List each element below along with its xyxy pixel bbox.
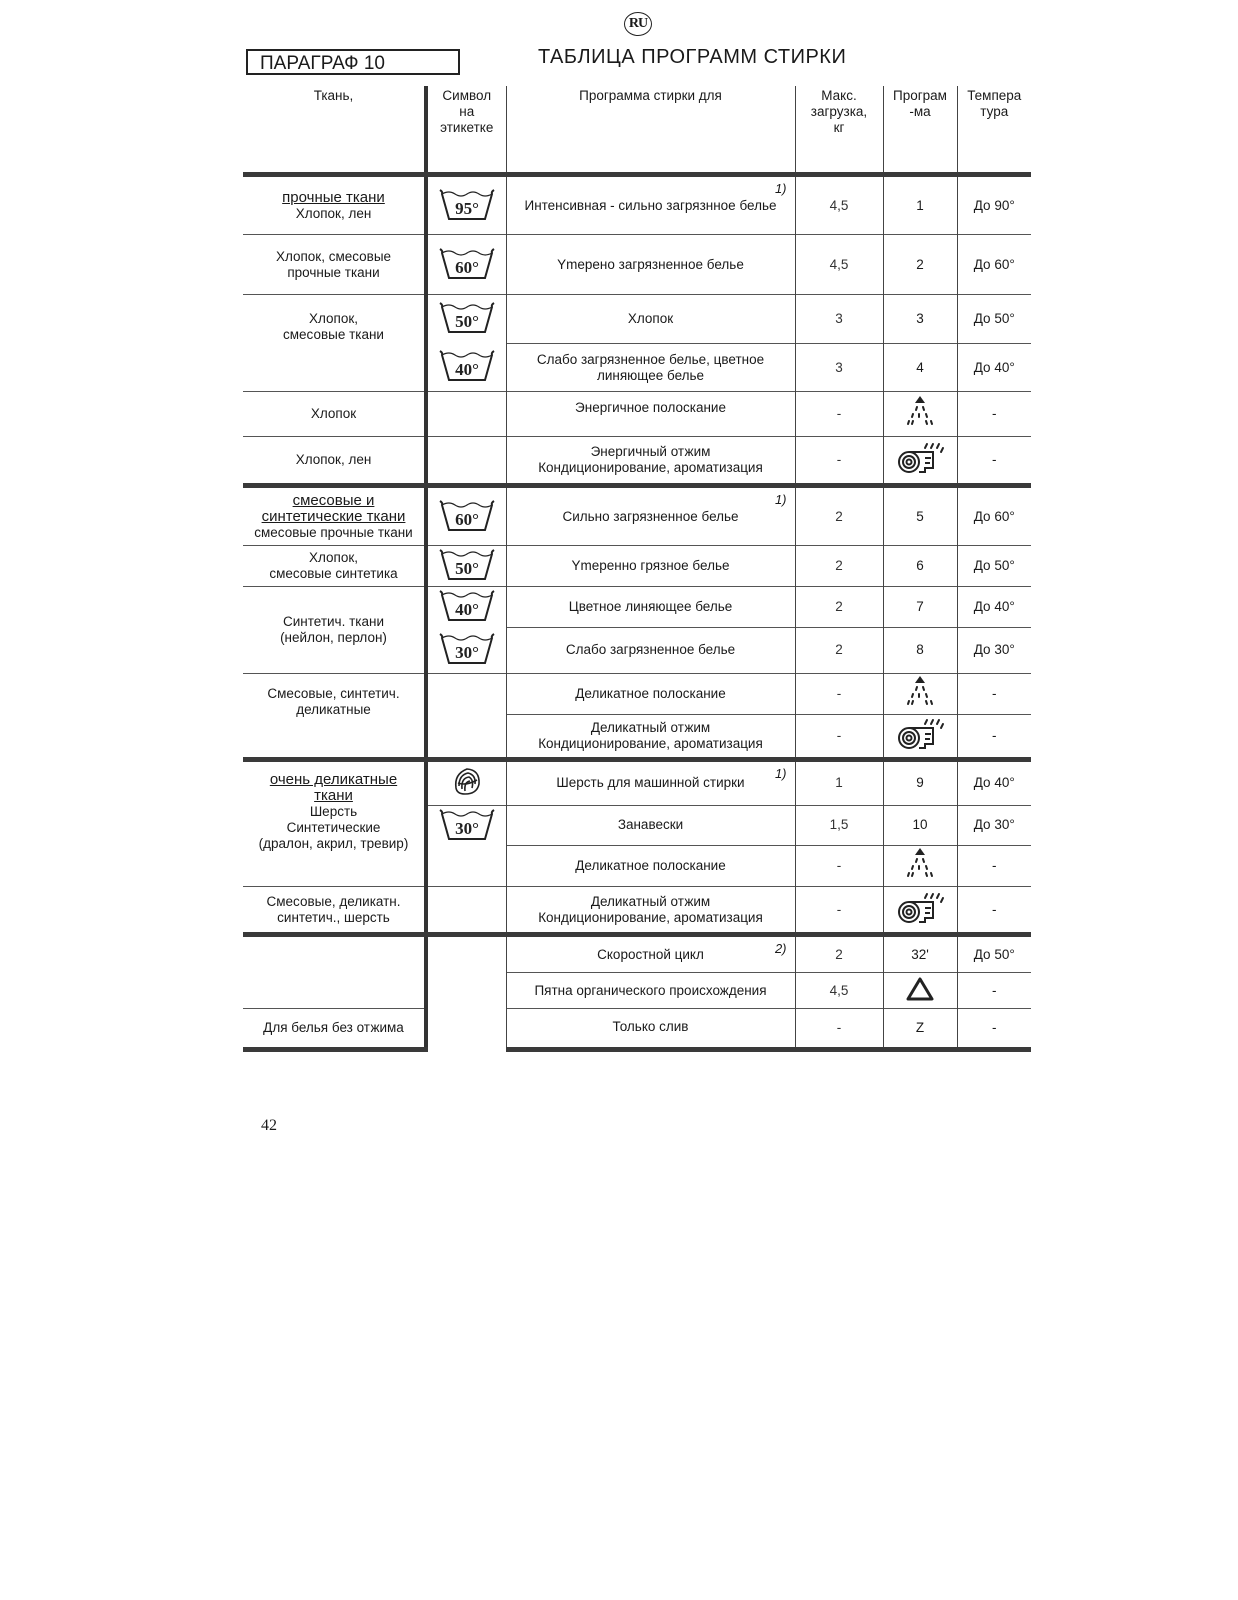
symbol-cell: [426, 546, 506, 587]
program-cell: Только слив: [506, 1009, 795, 1050]
temperature-cell: До 30°: [957, 627, 1031, 673]
symbol-cell: [426, 235, 506, 295]
fabric-cell: Хлопок: [243, 392, 426, 437]
program-number-cell: [883, 714, 957, 759]
program-cell: Энергичный отжим Кондиционирование, ароматизация: [506, 437, 795, 486]
fabric-cell: прочные ткани Хлопок, лен: [243, 175, 426, 235]
program-cell: 1) Сильно загрязненное белье: [506, 486, 795, 546]
rinse-icon: [900, 394, 940, 434]
symbol-cell: [426, 935, 506, 1050]
load-cell: 1: [795, 759, 883, 805]
spin-icon: [895, 890, 945, 930]
load-cell: -: [795, 714, 883, 759]
temperature-cell: До 50°: [957, 295, 1031, 344]
wash-tub-icon: [437, 806, 497, 842]
tub-temperature-label: 30°: [454, 642, 479, 662]
table-row: [243, 546, 1031, 587]
program-cell: Деликатный отжим Кондиционирование, ароматизация: [506, 887, 795, 935]
table-row: [243, 295, 1031, 344]
program-number-cell: 2: [883, 235, 957, 295]
page-title: ТАБЛИЦА ПРОГРАММ СТИРКИ: [538, 46, 847, 68]
temperature-cell: -: [957, 437, 1031, 486]
symbol-cell: [426, 887, 506, 935]
load-cell: 4,5: [795, 235, 883, 295]
temperature-cell: До 30°: [957, 805, 1031, 846]
table-row: [243, 759, 1031, 805]
wash-tub-icon: [437, 186, 497, 222]
fabric-cell: Хлопок, смесовые синтетика: [243, 546, 426, 587]
program-cell: Цветное линяющее белье: [506, 587, 795, 628]
tub-temperature-label: 50°: [454, 312, 479, 332]
tub-temperature-label: 40°: [454, 600, 479, 619]
load-cell: -: [795, 846, 883, 887]
header-temperature: Темпера тура: [967, 88, 1022, 119]
page-number: 42: [261, 1117, 277, 1134]
table-header-row: [243, 86, 1031, 175]
program-number-cell: [883, 846, 957, 887]
load-cell: -: [795, 673, 883, 714]
spin-icon: [895, 440, 945, 480]
temperature-cell: До 40°: [957, 759, 1031, 805]
program-cell: Деликатный отжим Кондиционирование, ароматизация: [506, 714, 795, 759]
program-number-cell: 4: [883, 344, 957, 392]
table-row: [243, 235, 1031, 295]
wool-icon: [450, 764, 484, 802]
temperature-cell: До 50°: [957, 935, 1031, 973]
table-row: [243, 587, 1031, 628]
wash-tub-icon: [437, 299, 497, 335]
temperature-cell: -: [957, 1009, 1031, 1050]
temperature-cell: До 40°: [957, 587, 1031, 628]
temperature-cell: -: [957, 673, 1031, 714]
symbol-cell: [426, 587, 506, 628]
language-badge: RU: [624, 12, 652, 36]
header-max-load: Макс. загрузка, кг: [795, 86, 883, 175]
temperature-cell: -: [957, 714, 1031, 759]
table-row: [243, 175, 1031, 235]
temperature-cell: До 60°: [957, 486, 1031, 546]
program-number-cell: Z: [883, 1009, 957, 1050]
temperature-cell: -: [957, 973, 1031, 1009]
program-cell: Хлопок: [506, 295, 795, 344]
wash-programs-table: [243, 86, 1031, 1052]
spin-icon: [895, 716, 945, 756]
program-cell: Ymерено загрязненное белье: [506, 235, 795, 295]
program-cell: 2) Скоростной цикл: [506, 935, 795, 973]
tub-temperature-label: 50°: [454, 559, 479, 578]
wash-tub-icon: [437, 587, 497, 623]
symbol-cell: [426, 805, 506, 846]
program-number-cell: [883, 673, 957, 714]
program-cell: 1) Шерсть для машинной стирки: [506, 759, 795, 805]
rinse-icon: [900, 674, 940, 714]
fabric-cell: очень деликатные ткани Шерсть Синтетические (дралон, акрил, тревир): [243, 759, 426, 887]
tub-temperature-label: 60°: [454, 509, 479, 529]
load-cell: 3: [795, 344, 883, 392]
program-number-cell: 9: [883, 759, 957, 805]
load-cell: 4,5: [795, 973, 883, 1009]
temperature-cell: -: [957, 887, 1031, 935]
tub-temperature-label: 30°: [454, 818, 479, 838]
program-number-cell: [883, 973, 957, 1009]
program-cell: 1) Интенсивная - сильно загрязнное белье: [506, 175, 795, 235]
temperature-cell: До 90°: [957, 175, 1031, 235]
load-cell: 2: [795, 546, 883, 587]
program-number-cell: [883, 887, 957, 935]
program-number-cell: 6: [883, 546, 957, 587]
fabric-cell: Хлопок, лен: [243, 437, 426, 486]
program-number-cell: [883, 437, 957, 486]
tub-temperature-label: 40°: [454, 360, 479, 380]
header-program-for: Программа стирки для: [506, 86, 795, 175]
load-cell: -: [795, 1009, 883, 1050]
table-row: [243, 935, 1031, 973]
wash-tub-icon: [437, 347, 497, 383]
paragraph-label: ПАРАГРАФ 10: [246, 49, 460, 75]
header-fabric: Ткань,: [243, 86, 426, 175]
tub-temperature-label: 95°: [454, 198, 479, 218]
symbol-cell: [426, 392, 506, 437]
symbol-cell: [426, 175, 506, 235]
fabric-cell: Смесовые, синтетич. деликатные: [243, 673, 426, 759]
symbol-cell: [426, 673, 506, 759]
wash-tub-icon: [437, 546, 497, 582]
symbol-cell: [426, 627, 506, 673]
symbol-cell: [426, 846, 506, 887]
rinse-icon: [900, 846, 940, 886]
table-row: [243, 392, 1031, 437]
load-cell: 2: [795, 627, 883, 673]
header-symbol: Символ на этикетке: [426, 86, 506, 175]
temperature-cell: -: [957, 846, 1031, 887]
program-number-cell: 1: [883, 175, 957, 235]
temperature-cell: До 50°: [957, 546, 1031, 587]
fabric-cell: Хлопок, смесовые прочные ткани: [243, 235, 426, 295]
load-cell: 2: [795, 486, 883, 546]
temperature-cell: До 60°: [957, 235, 1031, 295]
program-cell: Слабо загрязненное белье, цветное линяющее белье: [506, 344, 795, 392]
temperature-cell: -: [957, 392, 1031, 437]
program-cell: Деликатное полоскание: [506, 673, 795, 714]
fabric-cell: Синтетич. ткани (нейлон, перлон): [243, 587, 426, 674]
program-number-cell: 32': [883, 935, 957, 973]
program-number-cell: 8: [883, 627, 957, 673]
symbol-cell: [426, 295, 506, 344]
load-cell: -: [795, 437, 883, 486]
program-cell: Энергичное полоскание: [506, 392, 795, 437]
table-row: [243, 673, 1031, 714]
program-cell: Деликатное полоскание: [506, 846, 795, 887]
program-cell: Ymеренно грязное белье: [506, 546, 795, 587]
fabric-cell: смесовые и синтетические ткани смесовые прочные ткани: [243, 486, 426, 546]
triangle-icon: [905, 976, 935, 1006]
program-cell: Занавески: [506, 805, 795, 846]
load-cell: 2: [795, 587, 883, 628]
load-cell: 4,5: [795, 175, 883, 235]
table-row: [243, 887, 1031, 935]
program-number-cell: 7: [883, 587, 957, 628]
wash-tub-icon: [437, 497, 497, 533]
wash-tub-icon: [437, 630, 497, 666]
wash-tub-icon: [437, 245, 497, 281]
symbol-cell: [426, 759, 506, 805]
table-row: [243, 486, 1031, 546]
symbol-cell: [426, 437, 506, 486]
load-cell: -: [795, 392, 883, 437]
symbol-cell: [426, 344, 506, 392]
load-cell: 2: [795, 935, 883, 973]
load-cell: 3: [795, 295, 883, 344]
fabric-cell: [243, 935, 426, 1009]
program-number-cell: 3: [883, 295, 957, 344]
fabric-cell: Для белья без отжима: [243, 1009, 426, 1050]
program-number-cell: 10: [883, 805, 957, 846]
program-number-cell: 5: [883, 486, 957, 546]
program-cell: Слабо загрязненное белье: [506, 627, 795, 673]
load-cell: -: [795, 887, 883, 935]
fabric-cell: Смесовые, деликатн. синтетич., шерсть: [243, 887, 426, 935]
header-program: Програм -ма: [883, 86, 957, 175]
temperature-cell: До 40°: [957, 344, 1031, 392]
program-cell: Пятна органического происхождения: [506, 973, 795, 1009]
table-row: [243, 1009, 1031, 1050]
load-cell: 1,5: [795, 805, 883, 846]
table-row: [243, 437, 1031, 486]
program-number-cell: [883, 392, 957, 437]
fabric-cell: Хлопок, смесовые ткани: [243, 295, 426, 392]
symbol-cell: [426, 486, 506, 546]
tub-temperature-label: 60°: [454, 257, 479, 277]
